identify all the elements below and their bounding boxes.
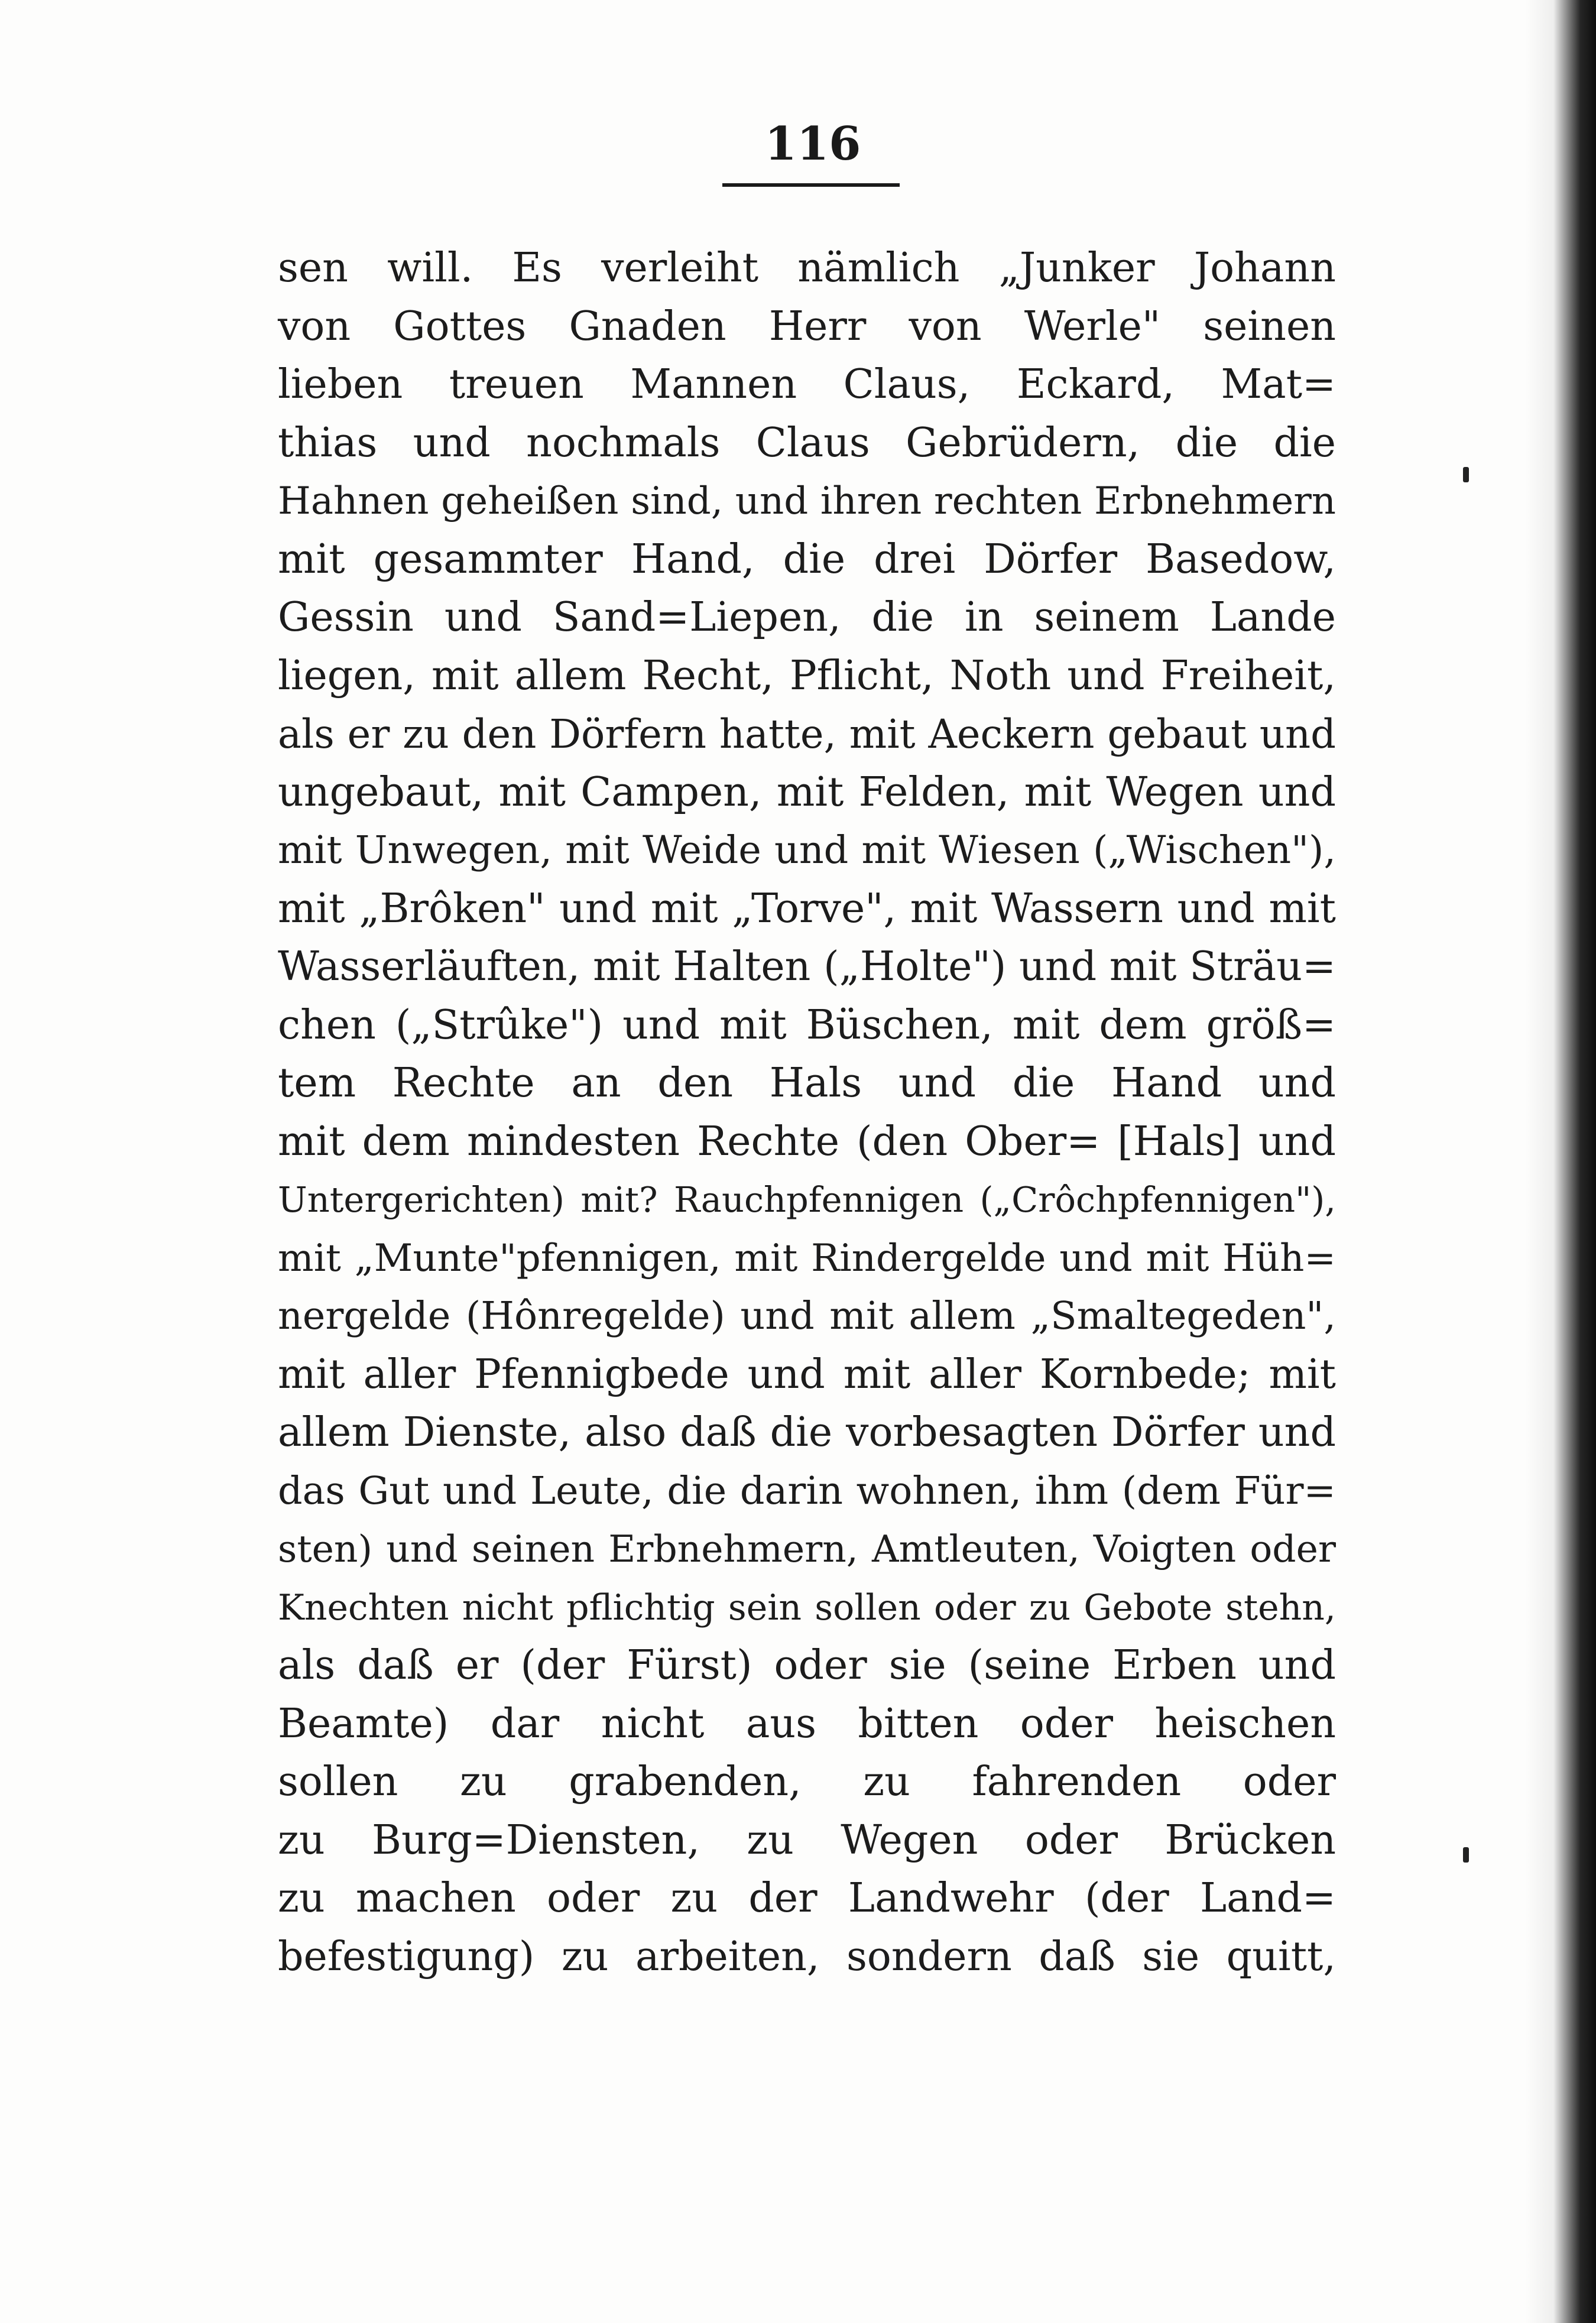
text-line: als er zu den Dörfern hatte, mit Aeckern gebaut und: [278, 711, 1336, 757]
text-line: chen („Strûke") und mit Büschen, mit dem größ=: [278, 1001, 1336, 1049]
text-line: Untergerichten) mit? Rauchpfennigen („Crôchpfennigen"),: [278, 1179, 1336, 1220]
text-line: Gessin und Sand=Liepen, die in seinem Lande: [278, 594, 1336, 641]
text-line: Knechten nicht pflichtig sein sollen oder zu Gebote stehn,: [278, 1586, 1336, 1628]
text-line: nergelde (Hônregelde) und mit allem „Smaltegeden",: [278, 1294, 1336, 1338]
text-line: tem Rechte an den Hals und die Hand und: [278, 1060, 1336, 1107]
gutter-mark: [1463, 467, 1469, 482]
text-line: mit „Brôken" und mit „Torve", mit Wassern und mit: [278, 885, 1336, 932]
binding-shadow: [1525, 0, 1596, 2323]
text-line: mit gesammter Hand, die drei Dörfer Basedow,: [278, 536, 1336, 583]
body-text: [278, 239, 1336, 1986]
text-line: Wasserläuften, mit Halten („Holte") und mit Sträu=: [278, 943, 1336, 990]
text-line: lieben treuen Mannen Claus, Eckard, Mat=: [278, 361, 1336, 408]
text-line: liegen, mit allem Recht, Pflicht, Noth und Freiheit,: [278, 652, 1336, 699]
text-line: zu Burg=Diensten, zu Wegen oder Brücken: [278, 1816, 1336, 1864]
text-line: mit dem mindesten Rechte (den Ober= [Hals] und: [278, 1118, 1336, 1165]
text-line: Beamte) dar nicht aus bitten oder heischen: [278, 1700, 1336, 1747]
text-line: das Gut und Leute, die darin wohnen, ihm (dem Für=: [278, 1468, 1336, 1513]
header-rule: [722, 183, 900, 187]
text-line: Hahnen geheißen sind, und ihren rechten Erbnehmern: [278, 479, 1336, 523]
text-line: sen will. Es verleiht nämlich „Junker Johann: [278, 245, 1336, 291]
gutter-mark: [1463, 1847, 1469, 1863]
text-line: befestigung) zu arbeiten, sondern daß sie quitt,: [278, 1933, 1336, 1980]
text-line: ungebaut, mit Campen, mit Felden, mit Wegen und: [278, 768, 1336, 816]
page-number: 116: [764, 117, 861, 171]
text-line: sten) und seinen Erbnehmern, Amtleuten, Voigten oder: [278, 1527, 1336, 1571]
text-line: mit aller Pfennigbede und mit aller Kornbede; mit: [278, 1351, 1336, 1398]
text-line: mit „Munte"pfennigen, mit Rindergelde und mit Hüh=: [278, 1236, 1336, 1280]
text-line: thias und nochmals Claus Gebrüdern, die die: [278, 419, 1336, 466]
text-line: als daß er (der Fürst) oder sie (seine Erben und: [278, 1642, 1336, 1689]
text-line: zu machen oder zu der Landwehr (der Land=: [278, 1875, 1336, 1922]
text-line: mit Unwegen, mit Weide und mit Wiesen („Wischen"),: [278, 828, 1336, 872]
text-line: sollen zu grabenden, zu fahrenden oder: [278, 1759, 1336, 1805]
text-line: von Gottes Gnaden Herr von Werle" seinen: [278, 303, 1336, 350]
text-line: allem Dienste, also daß die vorbesagten Dörfer und: [278, 1409, 1336, 1456]
